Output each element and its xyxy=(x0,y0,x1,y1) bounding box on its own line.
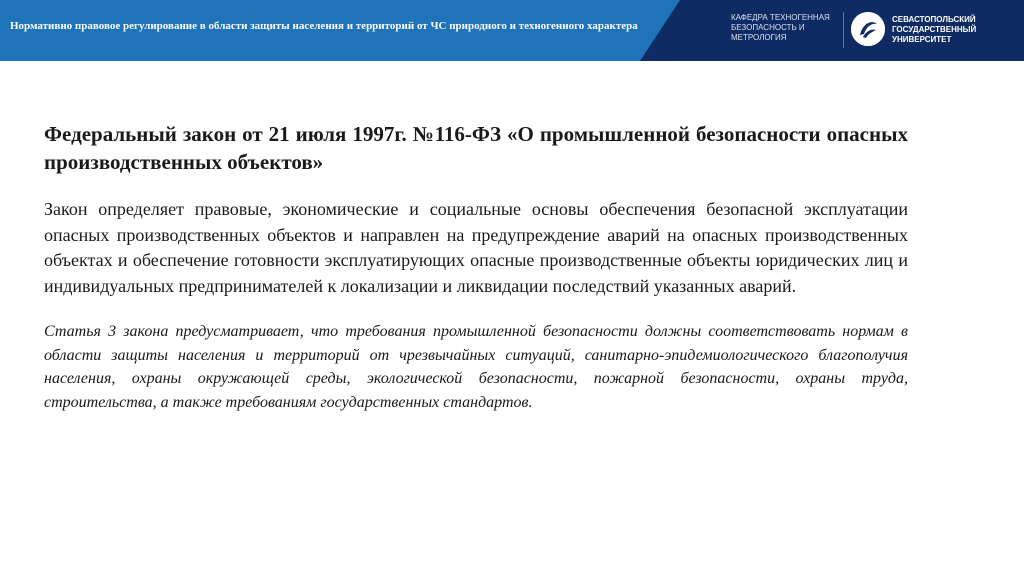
department-line: МЕТРОЛОГИЯ xyxy=(731,33,787,42)
article-3-note: Статья 3 закона предусматривает, что требования промышленной безопасности должны соответствовать нормам в области защиты населения и территорий от чрезвычайных ситуаций, санитарно-эпидемиологического благополучия населения, охраны окружающей среды, экологической безопасности, пожарной безопасности, охраны труда, строительства, а также требованиям государственных стандартов. xyxy=(44,323,908,411)
university-line: ГОСУДАРСТВЕННЫЙ xyxy=(892,25,977,34)
header-bar xyxy=(0,0,1024,61)
university-name xyxy=(892,15,976,45)
university-line: УНИВЕРСИТЕТ xyxy=(892,35,952,44)
slide-content xyxy=(44,120,908,414)
law-description: Закон определяет правовые, экономические и социальные основы обеспечения безопасной эксплуатации опасных производственных объектов и направлен на предупреждение аварий на опасных производственных объектах и обеспечение готовности эксплуатирующих опасные производственные объекты юридических лиц и индивидуальных предпринимателей к локализации и ликвидации последствий указанных аварий. xyxy=(44,199,908,296)
law-heading: Федеральный закон от 21 июля 1997г. №116-ФЗ «О промышленной безопасности опасных производственных объектов» xyxy=(44,122,908,174)
presentation-title: Нормативно правовое регулирование в области защиты населения и территорий от ЧС природного и техногенного характера xyxy=(10,20,638,32)
department-line: БЕЗОПАСНОСТЬ И xyxy=(731,23,805,32)
department-name xyxy=(731,13,830,43)
university-logo-icon xyxy=(851,12,885,46)
department-line: КАФЕДРА ТЕХНОГЕННАЯ xyxy=(731,13,830,22)
logo-divider xyxy=(843,12,844,48)
university-line: СЕВАСТОПОЛЬСКИЙ xyxy=(892,15,976,24)
